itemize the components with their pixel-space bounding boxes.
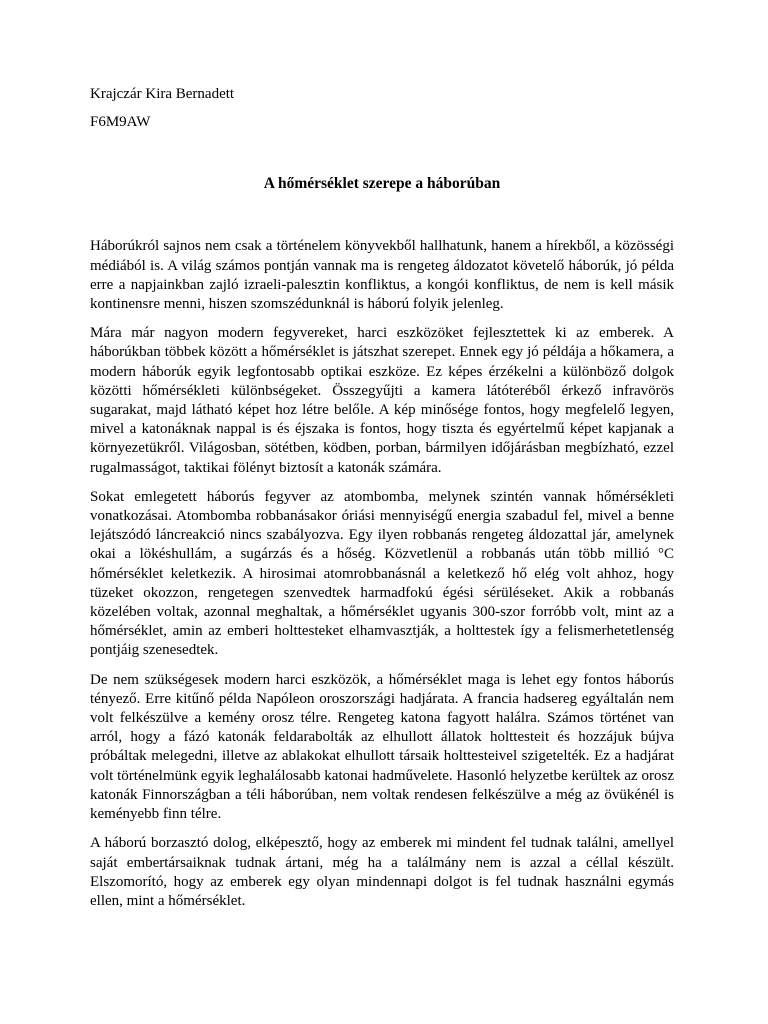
author-code: F6M9AW bbox=[90, 114, 151, 131]
paragraph: Háborúkról sajnos nem csak a történelem könyvekből hallhatunk, hanem a hírekből, a közösségi médiából is. A világ számos pontján vannak ma is rengeteg áldozatot követelő háborúk, jó példa erre a napjainkban zajló izraeli-palesztin konfliktus, a kongói konfliktus, de nem is kell másik kontinensre menni, hiszen szomszédunknál is háború folyik jelenleg. bbox=[90, 238, 674, 313]
document-title: A hőmérséklet szerepe a háborúban bbox=[263, 175, 501, 193]
author-name: Krajczár Kira Bernadett bbox=[90, 86, 235, 102]
paragraph: A háború borzasztó dolog, elképesztő, hogy az emberek mi mindent fel tudnak találni, amellyel saját embertársaiknak tudnak ártani, még ha a találmány nem is azzal a céllal készült. Elszomorító, hogy az emberek egy olyan mindennapi dolgot is fel tudnak használni egymás ellen, mint a hőmérséklet. bbox=[90, 835, 674, 909]
document-page bbox=[90, 85, 674, 921]
paragraph: Mára már nagyon modern fegyvereket, harci eszközöket fejlesztettek ki az emberek. A háborúkban többek között a hőmérséklet is játszhat szerepet. Ennek egy jó példája a hőkamera, a modern háborúk egyik legfontosabb optikai eszköze. Ez képes érzékelni a különböző dolgok közötti hőmérsékleti különbségeket. Összegyűjti a kamera látóteréből érkező infravörös sugarakat, majd látható képet hoz létre belőle. A kép minősége fontos, hogy megfelelő legyen, mivel a katonáknak nappal is és éjszaka is fontos, hogy tiszta és egyértelmű képet kapjanak a környezetükről. Világosban, sötétben, ködben, porban, bármilyen időjárásban megbízható, ezzel rugalmasságot, taktikai fölényt biztosít a katonák számára. bbox=[90, 325, 674, 476]
paragraph: Sokat emlegetett háborús fegyver az atombomba, melynek szintén vannak hőmérsékleti vonatkozásai. Atombomba robbanásakor óriási mennyiségű energia szabadul fel, mivel a benne lejátszódó láncreakció nincs szabályozva. Egy ilyen robbanás rengeteg áldozattal jár, amelynek okai a lökéshullám, a sugárzás és a hőség. Közvetlenül a robbanás után több millió °C hőmérséklet keletkezik. A hirosimai atomrobbanásnál a keletkező hő elég volt ahhoz, hogy tüzeket okozzon, rengetegen szenvedtek harmadfokú égési sérüléseket. Akik a robbanás közelében voltak, azonnal meghaltak, a hőmérséklet ugyanis 300-szor forróbb volt, mint az a hőmérséklet, amin az emberi holttesteket elhamvasztják, a holttestek így a felismerhetetlenség pontjáig szenesedtek. bbox=[90, 488, 674, 659]
document-body bbox=[90, 237, 674, 911]
paragraph: De nem szükségesek modern harci eszközök, a hőmérséklet maga is lehet egy fontos háborús tényező. Erre kitűnő példa Napóleon oroszországi hadjárata. A francia hadsereg egyáltalán nem volt felkészülve a kemény orosz télre. Rengeteg katona fagyott halálra. Számos történet van arról, hogy a fázó katonák feldarabolták az elhullott állatok holttesteit és hozzájuk bújva próbáltak melegedni, illetve az ablakokat elhullott társaik holttesteivel szigetelték. Ez a hadjárat volt történelmünk egyik leghalálosabb katonai hadművelete. Hasonló helyzetbe kerültek az orosz katonák Finnországban a téli háborúban, nem voltak rendesen felkészülve a még az övükénél is keményebb finn télre. bbox=[90, 671, 674, 823]
